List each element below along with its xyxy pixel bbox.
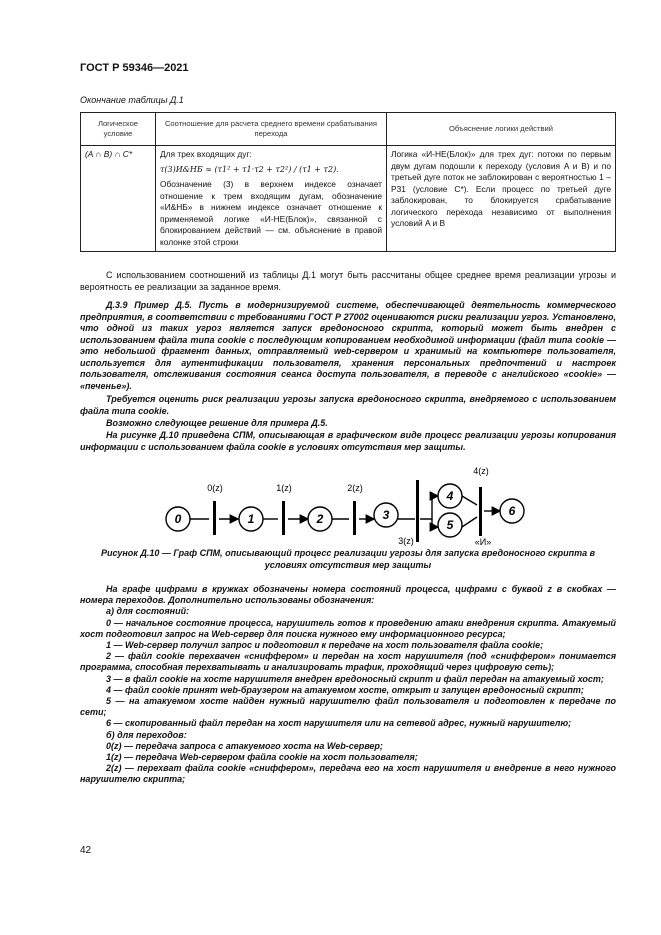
state-0-label: 0: [174, 512, 182, 526]
state-2-label: 2: [316, 512, 324, 526]
state-6-label: 6: [508, 504, 516, 518]
notation-list: [80, 584, 616, 786]
transition-0z-bar: [213, 501, 216, 535]
transition-1z-bar: [282, 501, 285, 535]
cell-explanation: Логика «И-НЕ(Блок)» для трех дуг: потоки по первым двум дугам подошли к переходу (условия A и B) и по третьей дуге поток не заблокирован с вероятностью 1 – P31 (условие C*). Если процесс по третьей дуге заблокирован, то блокируется срабатывание логического перехода независимо от выполнения условий A и B: [387, 146, 616, 252]
table-caption: Окончание таблицы Д.1: [80, 95, 184, 105]
list-item: 5 — на атакуемом хосте найден нужный нарушителю файл пользователя и подготовлен к передаче по сети;: [80, 696, 616, 718]
col-header-formula: Соотношение для расчета среднего времени срабатывания перехода: [156, 113, 387, 146]
list-item: 2 — файл cookie перехвачен «сниффером» и передан на хост нарушителя (под «сниффером» понимается программа, способная перехватывать и анализировать трафик, проходящий через цифровую сеть);: [80, 651, 616, 673]
list-item: 3 — в файл cookie на хосте нарушителя внедрен вредоносный скрипт и файл передан на атакуемый хост;: [106, 673, 604, 684]
list-item: 0 — начальное состояние процесса, нарушитель готов к проведению атаки внедрения скрипта. Атакуемый хост подготовил запрос на Web-сервер для поиска нужного ему информационного ресурса;: [80, 617, 616, 639]
arc-5-to-4z: [462, 517, 477, 527]
table-d1-end: [80, 112, 616, 252]
transition-3z-bar: [416, 480, 419, 542]
state-1-label: 1: [247, 512, 255, 526]
paragraph-requirement: Требуется оценить риск реализации угрозы запуска вредоносного скрипта, внедряемого с использованием файла типа cookie.: [80, 394, 616, 416]
table-row: [81, 146, 616, 252]
transition-3z-label: 3(z): [398, 536, 414, 546]
logic-and-label: «И»: [474, 537, 492, 546]
transition-0z-label: 0(z): [207, 483, 223, 493]
paragraph-1: С использованием соотношений из таблицы Д.1 могут быть рассчитаны общее среднее время реализации угрозы и вероятность ее реализации за заданное время.: [80, 270, 616, 292]
table-header-row: [81, 113, 616, 146]
list-item: 1(z) — передача Web-сервером файла cookie на хост пользователя;: [106, 752, 418, 763]
formula-intro: Для трех входящих дуг:: [160, 149, 252, 159]
arc-3z-to-4: [420, 496, 438, 519]
list-item: а) для состояний:: [106, 606, 190, 617]
formula: τ(3)И&НБ ≈ (τ1² + τ1·τ2 + τ2²) / (τ1 + τ2).: [160, 164, 339, 174]
transition-2z-bar: [353, 501, 356, 535]
formula-note: Обозначение (3) в верхнем индексе означает отношение к трем входящим дугам, обозначение «И&НБ» в нижнем индексе означает отношение к применяемой логике «И-НЕ(Блок)», связанной с блокированием действий — см. объяснение в правой колонке этой строки: [160, 179, 382, 247]
paragraph-solution: Возможно следующее решение для примера Д.5.: [106, 418, 328, 428]
arc-4-to-4z: [462, 496, 477, 505]
state-5-label: 5: [446, 518, 454, 532]
state-3-label: 3: [382, 508, 390, 522]
condition-text: (A ∩ B) ∩ C*: [85, 149, 133, 159]
paragraph-figure-intro: На рисунке Д.10 приведена СПМ, описывающая в графическом виде процесс реализации угрозы копирования информации с использованием файла cookie в условиях отсутствия мер защиты.: [80, 430, 616, 452]
list-item: 1 — Web-сервер получил запрос и подготовил к передаче на хост пользователя файла cookie;: [106, 640, 544, 651]
spm-graph: [150, 462, 540, 546]
paragraph-example: Д.3.9 Пример Д.5. Пусть в модернизируемой системе, обеспечивающей деятельность коммерческого предприятия, в соответствии с требованиями ГОСТ Р 27002 оцениваются риски реализации угроз. Установлено, что одной из таких угроз является запуск вредоносного скрипта, который может быть внедрен с использованием файла типа cookie с последующим копированием необходимой информации (файл типа cookie — это небольшой фрагмент данных, отправляемый web-сервером и хранимый на компьютере пользователя, используется для аутентификации пользователя, хранения персональных предпочтений и настроек пользователя, отслеживания состояния сеанса доступа пользователя, в переводе с английского «cookie» — «печенье»).: [80, 300, 616, 391]
list-item: 0(z) — передача запроса с атакуемого хоста на Web-сервер;: [106, 740, 383, 751]
cell-condition: [81, 146, 156, 252]
list-item: 4 — файл cookie принят web-браузером на атакуемом хосте, открыт и запущен вредоносный скрипт;: [106, 684, 584, 695]
list-item: б) для переходов:: [106, 729, 187, 740]
page-number: 42: [80, 845, 92, 856]
transition-2z-label: 2(z): [347, 483, 363, 493]
transition-4z-label: 4(z): [473, 466, 489, 476]
list-item: 6 — скопированный файл передан на хост нарушителя или на сетевой адрес, нужный нарушителю;: [106, 718, 572, 729]
cell-formula: [156, 146, 387, 252]
list-item: 2(z) — перехват файла cookie «сниффером», передача его на хост нарушителя и внедрение в него нужного нарушителю скрипта;: [80, 763, 616, 785]
page-header: ГОСТ Р 59346—2021: [80, 62, 189, 74]
transition-1z-label: 1(z): [276, 483, 292, 493]
col-header-condition: Логическое условие: [81, 113, 156, 146]
arc-3z-to-5: [432, 519, 438, 527]
transition-4z-bar: [479, 487, 482, 536]
list-item: На графе цифрами в кружках обозначены номера состояний процесса, цифрами с буквой z в скобках — номера переходов. Дополнительно использованы обозначения:: [80, 584, 616, 606]
state-4-label: 4: [446, 489, 454, 503]
col-header-explanation: Объяснение логики действий: [387, 113, 616, 146]
figure-caption: Рисунок Д.10 — Граф СПМ, описывающий процесс реализации угрозы для запуска вредоносного скрипта в условиях отсутствия мер защиты: [100, 548, 596, 570]
